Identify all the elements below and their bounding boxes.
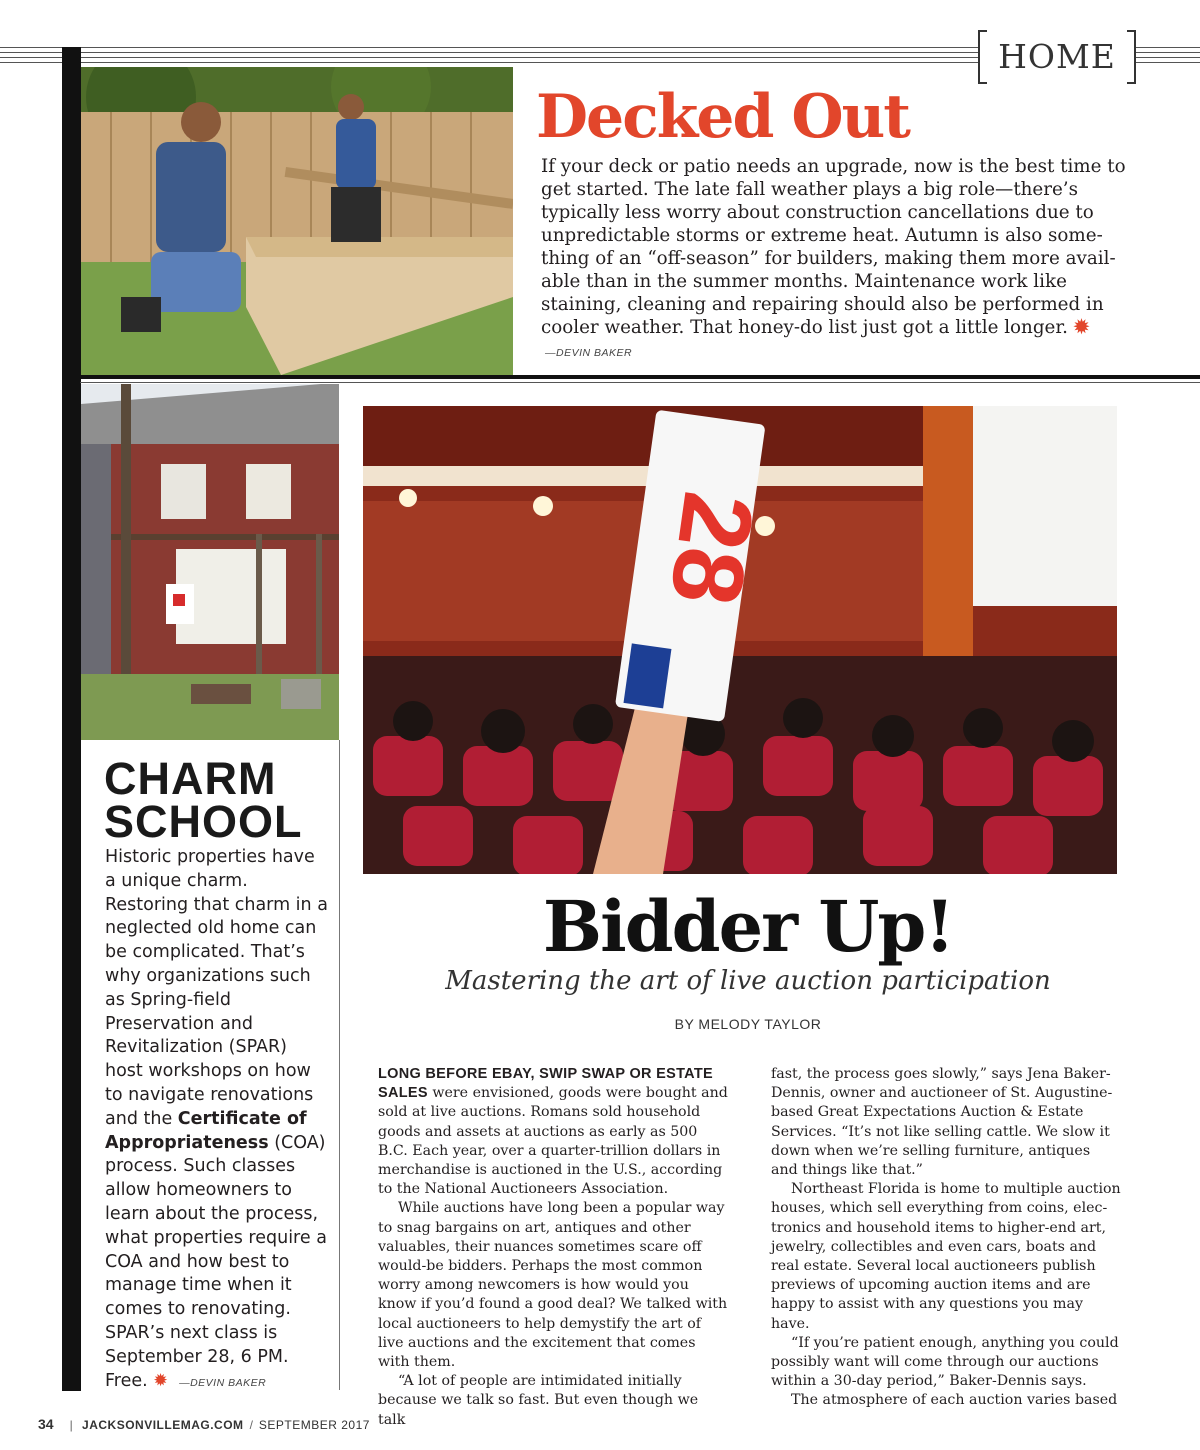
page-number: 34 bbox=[38, 1416, 54, 1432]
header-rule-5 bbox=[1136, 47, 1200, 48]
bidder-subtitle: Mastering the art of live auction participation bbox=[445, 966, 1051, 996]
header-rule-8 bbox=[1136, 62, 1200, 63]
bidder-title: Bidder Up! bbox=[542, 885, 954, 968]
footer-slash: / bbox=[249, 1418, 253, 1432]
article-column-1 bbox=[378, 1065, 728, 1430]
paragraph: “If you’re patient enough, anything you could possibly want will come through our auctions within a 30-day period,” Baker-Dennis says. bbox=[771, 1334, 1119, 1390]
paragraph-text: were envisioned, goods were bought and sold at live auctions. Romans sold household goods and assets at auctions as early as 500 B.C. Each year, over a quarter-trillion dollars in merchandise is auctioned in the U.S., according to the National Auctioneers Association. bbox=[378, 1085, 728, 1198]
header-rule-7 bbox=[1136, 57, 1200, 58]
article-column-2 bbox=[771, 1065, 1121, 1411]
charm-title-line2: SCHOOL bbox=[104, 796, 303, 847]
bidder-byline: BY MELODY TAYLOR bbox=[674, 1016, 822, 1032]
page-footer bbox=[38, 1416, 370, 1432]
deck-body-text: If your deck or patio needs an upgrade, now is the best time to get started. The late fall weather plays a big role—there’s typically less worry about construction cancellations due to unpredictable storms or extreme heat. Autumn is also something of an “off-season” for builders, making them more available than in the summer months. Maintenance work like staining, cleaning and repairing should also be performed in cooler weather. That honey-do list just got a little longer. bbox=[541, 156, 1126, 338]
column-divider bbox=[339, 740, 340, 1390]
header-rule-3 bbox=[0, 57, 978, 58]
paragraph: While auctions have long been a popular way to snag bargains on art, antiques and other valuables, their nuances sometimes scare off would-be bidders. Perhaps the most common worry among newcomers is how would you know if you’d found a good deal? We talked with local auctioneers to help demystify the art of live auctions and the excitement that comes with them. bbox=[378, 1200, 728, 1371]
charm-body-pre: Historic properties have a unique charm. Restoring that charm in a neglected old home can be complicated. That’s why organizations such as Spring-field Preservation and Revitalization (SPAR) host workshops on how to navigate renovations and the bbox=[105, 847, 328, 1129]
lead-in: LONG BEFORE EBAY, SWIP SWAP OR ESTATE SALES bbox=[378, 1066, 713, 1102]
section-divider bbox=[80, 375, 1200, 379]
charm-body bbox=[105, 846, 330, 1395]
section-divider-thin bbox=[80, 382, 1200, 383]
footer-site-link[interactable]: JACKSONVILLEMAG.COM bbox=[82, 1418, 244, 1432]
header-rule-2 bbox=[0, 52, 978, 53]
left-vertical-bar bbox=[62, 47, 81, 1391]
header-rule-6 bbox=[1136, 52, 1200, 53]
deck-body bbox=[541, 155, 1126, 339]
charm-title-line1: CHARM bbox=[104, 753, 277, 804]
charm-byline: —DEVIN BAKER bbox=[179, 1376, 267, 1389]
charm-body-post: (COA) process. Such classes allow homeowners to learn about the process, what properties require a COA and how best to manage time when it comes to renovating. SPAR’s next class is September 28, 6 PM. Free. bbox=[105, 1132, 327, 1391]
deck-title: Decked Out bbox=[536, 82, 909, 152]
paragraph: “A lot of people are intimidated initially because we talk so fast. But even though we talk bbox=[378, 1373, 699, 1428]
end-mark-icon: ✹ bbox=[1073, 317, 1090, 338]
paragraph: The atmosphere of each auction varies based bbox=[791, 1392, 1118, 1409]
section-label: HOME bbox=[998, 37, 1116, 76]
charm-title bbox=[104, 753, 303, 847]
bracket-right bbox=[1127, 30, 1136, 84]
header-rule-1 bbox=[0, 47, 978, 48]
end-mark-icon: ✹ bbox=[153, 1370, 168, 1391]
historic-house-photo bbox=[81, 384, 339, 740]
paragraph: fast, the process goes slowly,” says Jena Baker-Dennis, owner and auctioneer of St. Augustine-based Great Expectations Auction & Estate Services. “It’s not like selling cattle. We slow it down when we’re selling furniture, antiques and things like that.” bbox=[771, 1066, 1113, 1179]
paddle-number: 28 bbox=[648, 485, 776, 612]
section-tag bbox=[978, 30, 1136, 86]
footer-date: SEPTEMBER 2017 bbox=[258, 1418, 370, 1432]
auction-photo bbox=[363, 406, 1117, 874]
deck-photo bbox=[81, 67, 513, 375]
paragraph: Northeast Florida is home to multiple auction houses, which sell everything from coins, electronics and household items to higher-end art, jewelry, collectibles and even cars, boats and real estate. Several local auctioneers publish previews of upcoming auction items and are happy to assist with any questions you may have. bbox=[771, 1181, 1121, 1332]
charm-body-bold: Certificate of Appropriateness bbox=[105, 1108, 307, 1153]
deck-byline: —DEVIN BAKER bbox=[545, 347, 633, 359]
header-rule-4 bbox=[0, 62, 978, 63]
footer-separator: | bbox=[69, 1418, 73, 1432]
paragraph bbox=[378, 1065, 728, 1199]
